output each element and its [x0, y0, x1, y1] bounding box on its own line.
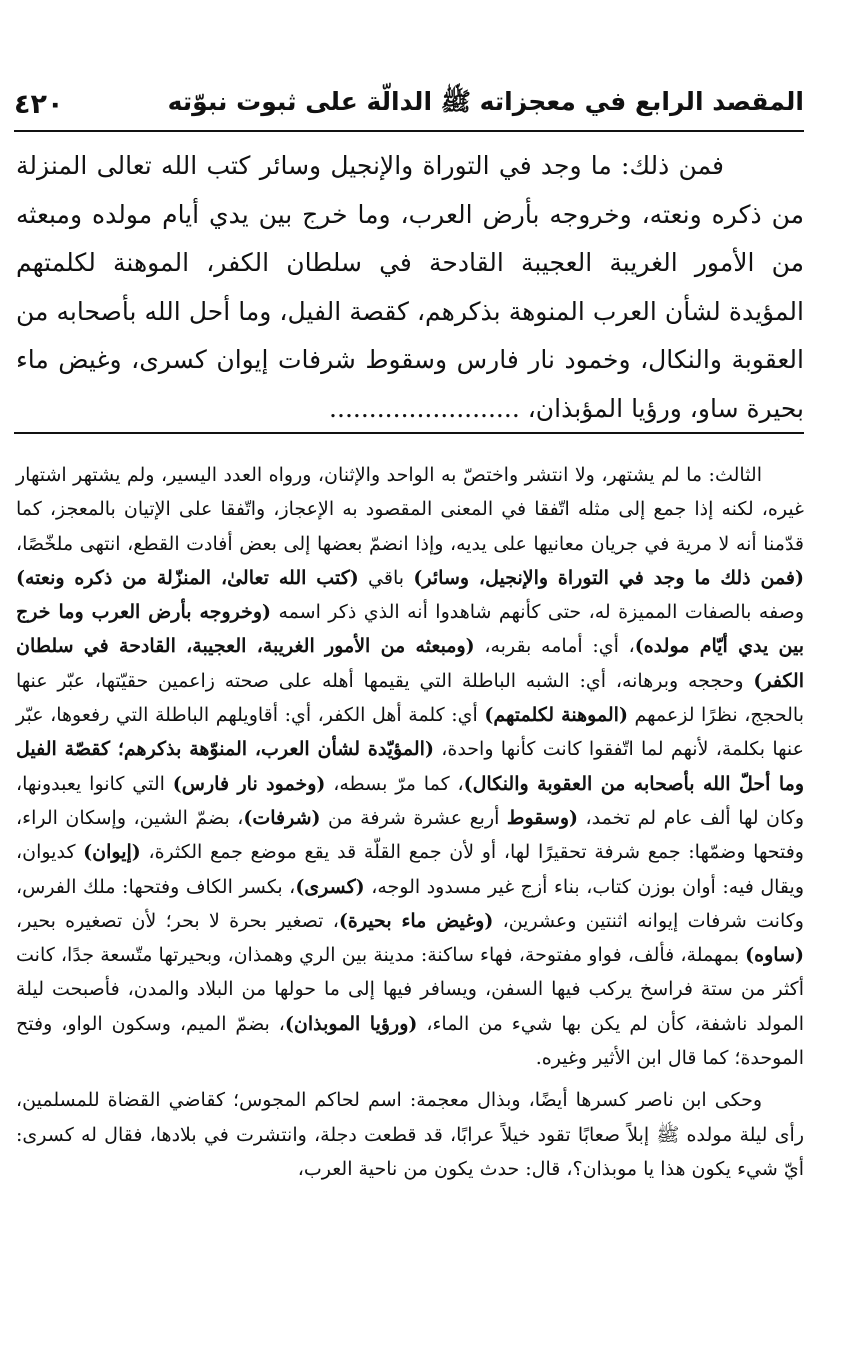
- commentary-text: وصفه بالصفات المميزة له، حتى كأنهم شاهدوا أنه الذي ذكر اسمه: [271, 601, 805, 624]
- commentary-text: ، بضمّ الميم، وسكون الواو، وفتح الموحدة؛ كما قال ابن الأثير وغيره.: [16, 1012, 804, 1070]
- quoted-main-text: (وخروجه بأرض العرب وما خرج بين يدي أيّام مولده): [16, 601, 804, 658]
- quoted-main-text: (إيوان): [83, 841, 141, 864]
- commentary-text: كديوان، ويقال فيه: أوان بوزن كتاب، بناء أزج غير مسدود الوجه،: [16, 841, 805, 898]
- quoted-main-text: (ورؤيا الموبذان): [284, 1012, 418, 1035]
- commentary-text: ، تصغير بحرة لا بحر؛ لأن تصغيره بحير،: [16, 909, 339, 932]
- commentary-paragraph-2: وحكى ابن ناصر كسرها أيضًا، وبذال معجمة: اسم لحاكم المجوس؛ كقاضي القضاة للمسلمين، رأى ليلة مولده ﷺ إبلاً صعابًا تقود خيلاً عرابًا، قد قطعت دجلة، وانتشرت في بلادها، فقال له كسرى: أيّ شيء يكون هذا يا موبذان؟، قال: حدث يكون من ناحية العرب،: [16, 1089, 804, 1180]
- section-divider: [14, 432, 804, 434]
- quoted-main-text: (ساوه): [745, 944, 804, 967]
- commentary: [16, 458, 804, 1186]
- quoted-main-text: (وخمود نار فارس): [172, 772, 326, 795]
- commentary-text: أي: كلمة أهل الكفر، أي: أقاويلهم الباطلة التي رفعوها، عبّر عنها بكلمة، لأنهم لما اتّفقوا كانت كأنها واحدة،: [16, 704, 804, 761]
- running-header-title: المقصد الرابع في معجزاته ﷺ الدالّة على ثبوت نبوّته: [167, 86, 804, 116]
- quoted-main-text: (شرفات): [243, 806, 321, 829]
- commentary-text: ، بضمّ الشين، وإسكان الراء، وفتحها وضمّها: جمع شرفة تحقيرًا لها، أو لأن جمع القلّة قد يقع موضع جمع الكثرة،: [16, 806, 804, 864]
- commentary-text: أربع عشرة شرفة من: [320, 806, 507, 829]
- commentary-text: الثالث: ما لم يشتهر، ولا انتشر واختصّ به الواحد والإثنان، ورواه العدد اليسير، ولم يشتهر اشتهار غيره، لكنه إذا جمع إلى مثله اتّفقا في المعنى المقصود به الإعجاز، واتّفقا على الإتيان بالمعجز، كما قدّمنا أنه لا مرية في جريان معانيها على يديه، وإذا انضمّ بعضها إلى بعض أفادت القطع، انتهى ملخّصًا،: [16, 464, 804, 555]
- quoted-main-text: (ومبعثه من الأمور الغريبة، العجيبة، القادحة في سلطان الكفر): [16, 635, 804, 692]
- quoted-main-text: (المؤيّدة لشأن العرب، المنوّهة بذكرهم؛ كقصّة الفيل وما أحلّ الله بأصحابه من العقوبة والنكال): [16, 738, 804, 795]
- commentary-text: ، أي: أمامه بقربه،: [474, 635, 635, 658]
- commentary-text: وحججه وبرهانه، أي: الشبه الباطلة التي يقيمها أهله على صحته زاعمين حقيّتها، عبّر عنها بالحجج، نظرًا لزعمهم: [16, 669, 804, 727]
- quoted-main-text: (كسرى): [295, 875, 365, 898]
- commentary-text: التي كانوا يعبدونها، وكان لها ألف عام لم تخمد،: [16, 772, 804, 829]
- main-text-body: فمن ذلك: ما وجد في التوراة والإنجيل وسائر كتب الله تعالى المنزلة من ذكره ونعته، وخروجه بأرض العرب، وما خرج بين يدي أيام مولده ومبعثه من الأمور الغريبة العجيبة القادحة في سلطان الكفر، الموهنة لكلمتهم المؤيدة لشأن العرب المنوهة بذكرهم، كقصة الفيل، وما أحل الله بأصحابه من العقوبة والنكال، وخمود نار فارس وسقوط شرفات إيوان كسرى، وغيض ماء بحيرة ساو، ورؤيا المؤبذان،: [16, 151, 804, 423]
- commentary-text: باقي: [358, 566, 414, 589]
- page-number: ٤٢٠: [14, 88, 64, 120]
- quoted-main-text: (وسقوط: [506, 806, 579, 829]
- running-header: [14, 82, 804, 126]
- quoted-main-text: (كتب الله تعالىٰ، المنزّلة من ذكره ونعته): [16, 566, 359, 589]
- main-text: [16, 142, 804, 433]
- quoted-main-text: (فمن ذلك ما وجد في التوراة والإنجيل، وسائر): [413, 566, 805, 589]
- quoted-main-text: (الموهنة لكلمتهم): [484, 704, 628, 727]
- commentary-text: بمهملة، فألف، فواو مفتوحة، فهاء ساكنة: مدينة بين الري وهمذان، وبحيرتها متّسعة جدًا، كانت أكثر من ستة فراسخ يركب فيها السفن، ويسافر فيها إلى ما حولها من البلاد والمدن، فأصبحت ليلة المولد ناشفة، كأن لم يكن بها شيء من الماء،: [16, 944, 804, 1035]
- commentary-text: ، بكسر الكاف وفتحها: ملك الفرس، وكانت شرفات إيوانه اثنتين وعشرين،: [16, 875, 804, 932]
- quoted-main-text: (وغيض ماء بحيرة): [338, 909, 494, 932]
- header-rule: [14, 130, 804, 132]
- commentary-text: ، كما مرّ بسطه،: [325, 772, 464, 795]
- commentary-paragraph-1: [16, 458, 804, 1075]
- main-text-ellipsis: ........................: [329, 393, 520, 423]
